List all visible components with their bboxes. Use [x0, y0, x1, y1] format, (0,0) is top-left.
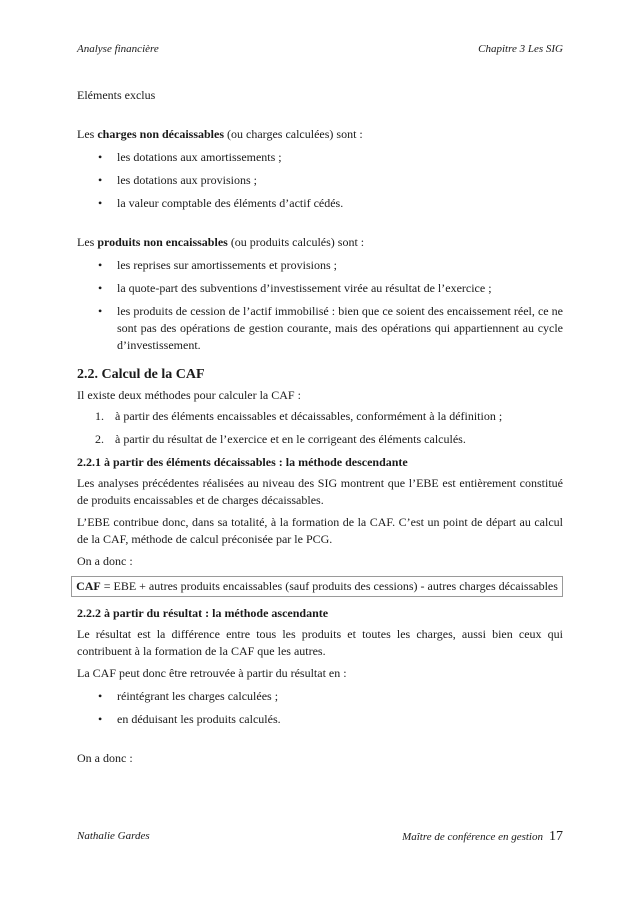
bullet-icon: •	[98, 196, 103, 210]
paragraph: L’EBE contribue donc, dans sa totalité, à la formation de la CAF. C’est un point de départ au calcul de la CAF, méthode de calcul préconisée par le PCG.	[77, 515, 563, 546]
bullet-icon: •	[98, 173, 103, 187]
paragraph: Le résultat est la différence entre tous les produits et toutes les charges, aussi bien ceux qui contribuent à la formation de la CAF que les autres.	[77, 627, 563, 658]
list-item	[77, 149, 563, 166]
ascendante-list	[77, 688, 563, 728]
methods-list	[77, 408, 563, 448]
formula-text: = EBE + autres produits encaissables (sauf produits des cessions) - autres charges décaissables	[100, 579, 558, 593]
list-item	[77, 172, 563, 189]
list-item-text: réintégrant les charges calculées ;	[117, 689, 279, 703]
list-number: 2.	[95, 432, 104, 446]
list-item-text: les dotations aux amortissements ;	[117, 150, 282, 164]
list-item	[77, 408, 563, 425]
section-heading-2-2-2: 2.2.2 à partir du résultat : la méthode ascendante	[77, 606, 329, 620]
paragraph: La CAF peut donc être retrouvée à partir du résultat en :	[77, 666, 347, 680]
produits-intro	[77, 234, 563, 251]
charges-list	[77, 149, 563, 212]
charges-intro-post: (ou charges calculées) sont :	[224, 127, 363, 141]
list-item	[77, 195, 563, 212]
formula-box	[71, 576, 563, 597]
list-item-text: les produits de cession de l’actif immobilisé : bien que ce soient des encaissement réel, ce ne sont pas des opérations de gestion courante, mais des opérations qui appartiennent au cycle d’investissement.	[117, 304, 563, 352]
charges-intro	[77, 126, 563, 143]
section-title: Eléments exclus	[77, 88, 156, 102]
list-item-text: la valeur comptable des éléments d’actif cédés.	[117, 196, 344, 210]
footer-role: Maître de conférence en gestion	[402, 831, 543, 843]
list-item-text: à partir des éléments encaissables et décaissables, conformément à la définition ;	[115, 409, 503, 423]
list-number: 1.	[95, 409, 104, 423]
charges-intro-bold: charges non décaissables	[97, 127, 225, 141]
produits-intro-bold: produits non encaissables	[97, 235, 228, 249]
list-item	[77, 711, 563, 728]
list-item	[77, 688, 563, 705]
on-a-donc: On a donc :	[77, 554, 133, 568]
bullet-icon: •	[98, 689, 103, 703]
produits-intro-post: (ou produits calculés) sont :	[227, 235, 365, 249]
bullet-icon: •	[98, 150, 103, 164]
list-item	[77, 303, 563, 354]
bullet-icon: •	[98, 281, 103, 295]
list-item	[77, 257, 563, 274]
list-item	[77, 431, 563, 448]
list-item-text: les dotations aux provisions ;	[117, 173, 257, 187]
produits-intro-pre: Les	[77, 235, 98, 249]
bullet-icon: •	[98, 304, 103, 318]
charges-intro-pre: Les	[77, 127, 98, 141]
list-item	[77, 280, 563, 297]
footer-author: Nathalie Gardes	[77, 830, 150, 842]
page-number: 17	[549, 829, 563, 844]
list-item-text: les reprises sur amortissements et provisions ;	[117, 258, 337, 272]
bullet-icon: •	[98, 258, 103, 272]
header-right: Chapitre 3 Les SIG	[478, 43, 563, 55]
paragraph: Les analyses précédentes réalisées au niveau des SIG montrent que l’EBE est entièrement constitué de produits encaissables et de charges décaissables.	[77, 476, 563, 507]
section-heading-2-2: 2.2. Calcul de la CAF	[77, 367, 205, 382]
list-item-text: la quote-part des subventions d’investissement virée au résultat de l’exercice ;	[117, 281, 492, 295]
page-content	[77, 87, 563, 767]
header-left: Analyse financière	[77, 43, 159, 55]
footer-right	[402, 828, 563, 846]
list-item-text: en déduisant les produits calculés.	[117, 712, 281, 726]
formula-term: CAF	[76, 579, 101, 593]
list-item-text: à partir du résultat de l’exercice et en le corrigeant des éléments calculés.	[115, 432, 466, 446]
section-heading-2-2-1: 2.2.1 à partir des éléments décaissables : la méthode descendante	[77, 455, 408, 469]
bullet-icon: •	[98, 712, 103, 726]
produits-list	[77, 257, 563, 354]
on-a-donc-2: On a donc :	[77, 751, 133, 765]
methods-intro: Il existe deux méthodes pour calculer la CAF :	[77, 388, 301, 402]
